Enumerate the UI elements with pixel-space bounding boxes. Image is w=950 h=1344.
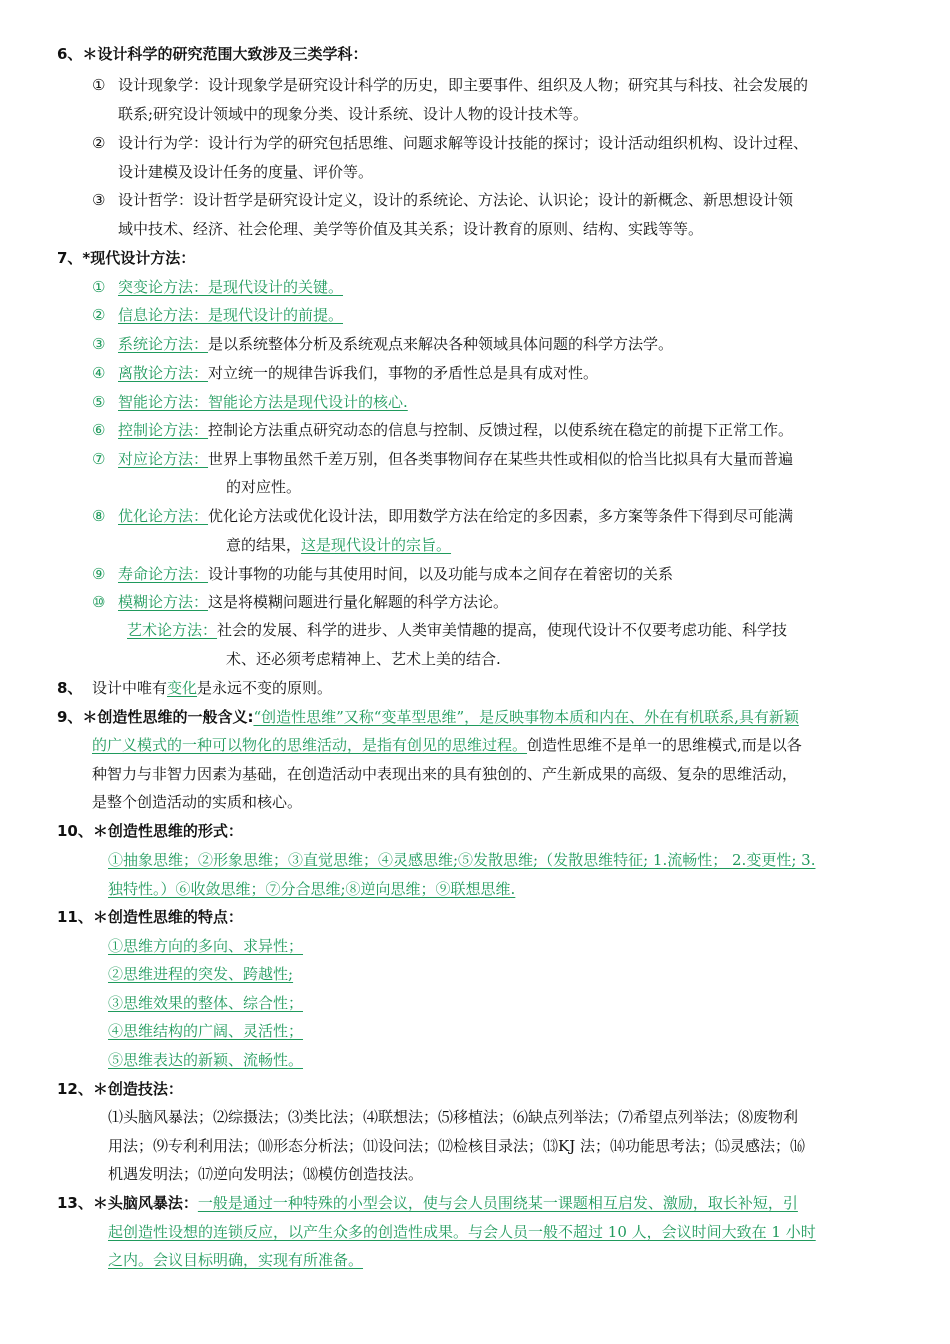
s11-item-5: ⑤思维表达的新颖、流畅性。 <box>108 1051 304 1069</box>
section-13-line2: 起创造性设想的连锁反应，以产生众多的创造性成果。与会人员一般不超过 10 人，会议时间大致在 1 小时 <box>108 1223 816 1241</box>
method-desc-cont: 意的结果， <box>226 536 302 554</box>
s7-item-2 <box>92 305 343 325</box>
method-desc: 世界上事物虽然千差万别，但各类事物间存在某些共性或相似的恰当比拟具有大量而普遍 <box>208 450 794 468</box>
section-9-text: 创造性思维不是单一的思维模式,而是以各 <box>527 736 802 754</box>
method-term: 控制论方法： <box>118 421 209 439</box>
method-term: 信息论方法：是现代设计的前提。 <box>118 306 344 324</box>
s7-item-9 <box>92 564 673 584</box>
s6-item-1 <box>92 75 808 95</box>
item-number: ④ <box>92 364 106 382</box>
section-9-line4: 是整个创造活动的实质和核心。 <box>92 793 303 811</box>
item-number: ③ <box>92 335 106 353</box>
item-number: ② <box>92 306 106 324</box>
section-10-line1: ①抽象思维；②形象思维；③直觉思维；④灵感思维;⑤发散思维;（发散思维特征; 1.流畅性； 2.变更性; 3. <box>108 851 816 869</box>
method-desc: 优化论方法或优化设计法，即用数学方法在给定的多因素，多方案等条件下得到尽可能满 <box>208 507 794 525</box>
section-9-definition-cont: 的广义模式的一种可以物化的思维活动，是指有创见的思维过程。 <box>92 736 528 754</box>
method-term: 寿命论方法： <box>118 565 209 583</box>
s11-item-1: ①思维方向的多向、求异性； <box>108 937 304 955</box>
s6-item-2-text: 设计行为学：设计行为学的研究包括思维、问题求解等设计技能的探讨；设计活动组织机构、设计过程、 <box>118 134 809 152</box>
s11-item-4: ④思维结构的广阔、灵活性； <box>108 1022 304 1040</box>
s7-item-5 <box>92 392 408 412</box>
s11-item-3: ③思维效果的整体、综合性； <box>108 994 304 1012</box>
s7-item-8 <box>92 506 793 526</box>
s7-item-7 <box>92 449 793 469</box>
method-term: 智能论方法：智能论方法是现代设计的核心. <box>118 393 408 411</box>
s7-item-1 <box>92 277 343 297</box>
s7-item-6 <box>92 420 793 440</box>
item-number: ① <box>92 278 106 296</box>
section-13-text: 一般是通过一种特殊的小型会议，使与会人员围绕某一课题相互启发、激励，取长补短，引 <box>197 1194 798 1212</box>
method-term: 对应论方法： <box>118 450 209 468</box>
section-10-line2: 独特性。）⑥收敛思维；⑦分合思维;⑧逆向思维；⑨联想思维. <box>108 880 516 898</box>
s7-item-3 <box>92 334 673 354</box>
item-number: ⑦ <box>92 450 106 468</box>
section-9-line2 <box>92 735 802 755</box>
s7-item-8-line2 <box>226 535 451 555</box>
section-12-line1: ⑴头脑风暴法；⑵综摄法；⑶类比法；⑷联想法；⑸移植法；⑹缺点列举法；⑺希望点列举法；⑻废物利 <box>108 1108 799 1126</box>
s6-item-2-line2: 设计建模及设计任务的度量、评价等。 <box>118 163 374 181</box>
section-8-number: 8、 <box>57 679 83 697</box>
section-8 <box>57 678 332 698</box>
item-number: ⑤ <box>92 393 106 411</box>
section-6-heading: 6、＊设计科学的研究范围大致涉及三类学科： <box>57 45 368 63</box>
method-term: 模糊论方法： <box>118 593 209 611</box>
section-9 <box>57 707 799 727</box>
item-number: ⑩ <box>92 593 106 611</box>
section-11-heading: 11、＊创造性思维的特点： <box>57 908 243 926</box>
section-9-line3: 种智力与非智力因素为基础，在创造活动中表现出来的具有独创的、产生新成果的高级、复杂的思维活动， <box>92 765 798 783</box>
method-desc: 是以系统整体分析及系统观点来解决各种领域具体问题的科学方法学。 <box>208 335 674 353</box>
method-desc: 社会的发展、科学的进步、人类审美情趣的提高，使现代设计不仅要考虑功能、科学技 <box>217 621 788 639</box>
item-number: ⑧ <box>92 507 106 525</box>
s6-item-1-line2: 联系;研究设计领域中的现象分类、设计系统、设计人物的设计技术等。 <box>118 105 589 123</box>
s6-item-3 <box>92 190 793 210</box>
method-desc: 设计事物的功能与其使用时间，以及功能与成本之间存在着密切的关系 <box>208 565 674 583</box>
section-8-pre: 设计中唯有 <box>92 679 168 697</box>
s6-item-3-line2: 域中技术、经济、社会伦理、美学等价值及其关系；设计教育的原则、结构、实践等等。 <box>118 220 704 238</box>
section-8-post: 是永远不变的原则。 <box>197 679 333 697</box>
s7-art-method-line2: 术、还必须考虑精神上、艺术上美的结合. <box>226 650 501 668</box>
section-12-heading: 12、＊创造技法： <box>57 1080 183 1098</box>
method-desc: 这是将模糊问题进行量化解题的科学方法论。 <box>208 593 509 611</box>
item-number: ⑨ <box>92 565 106 583</box>
s7-item-4 <box>92 363 598 383</box>
section-13-heading: 13、＊头脑风暴法： <box>57 1194 198 1212</box>
section-12-line2: 用法；⑼专利利用法；⑽形态分析法；⑾设问法；⑿检核目录法；⒀KJ 法；⒁功能思考法；⒂灵感法；⒃ <box>108 1137 805 1155</box>
method-desc: 控制论方法重点研究动态的信息与控制、反馈过程，以使系统在稳定的前提下正常工作。 <box>208 421 794 439</box>
section-12-line3: 机遇发明法；⒄逆向发明法；⒅模仿创造技法。 <box>108 1165 424 1183</box>
method-highlight: 这是现代设计的宗旨。 <box>301 536 452 554</box>
method-desc: 对立统一的规律告诉我们，事物的矛盾性总是具有成对性。 <box>208 364 599 382</box>
section-9-definition: “创造性思维”又称“变革型思维”，是反映事物本质和内在、外在有机联系,具有新颖 <box>253 708 799 726</box>
s7-item-7-line2: 的对应性。 <box>226 478 302 496</box>
s7-item-10 <box>92 592 508 612</box>
method-term: 突变论方法：是现代设计的关键。 <box>118 278 344 296</box>
s6-item-3-text: 设计哲学：设计哲学是研究设计定义，设计的系统论、方法论、认识论；设计的新概念、新思想设计领 <box>118 191 794 209</box>
item-number: ⑥ <box>92 421 106 439</box>
section-8-keyword: 变化 <box>167 679 198 697</box>
method-term: 离散论方法： <box>118 364 209 382</box>
item-number: ① <box>92 76 106 94</box>
s6-item-1-text: 设计现象学：设计现象学是研究设计科学的历史，即主要事件、组织及人物；研究其与科技、社会发展的 <box>118 76 809 94</box>
s6-item-2 <box>92 133 808 153</box>
method-term: 艺术论方法： <box>127 621 218 639</box>
section-7-heading: 7、*现代设计方法： <box>57 249 196 267</box>
method-term: 优化论方法： <box>118 507 209 525</box>
method-term: 系统论方法： <box>118 335 209 353</box>
section-13 <box>57 1193 798 1213</box>
item-number: ② <box>92 134 106 152</box>
section-9-heading: 9、＊创造性思维的一般含义: <box>57 708 254 726</box>
s11-item-2: ②思维进程的突发、跨越性; <box>108 965 294 983</box>
section-10-heading: 10、＊创造性思维的形式： <box>57 822 243 840</box>
s7-art-method <box>127 620 787 640</box>
section-13-line3: 之内。会议目标明确，实现有所准备。 <box>108 1251 364 1269</box>
item-number: ③ <box>92 191 106 209</box>
